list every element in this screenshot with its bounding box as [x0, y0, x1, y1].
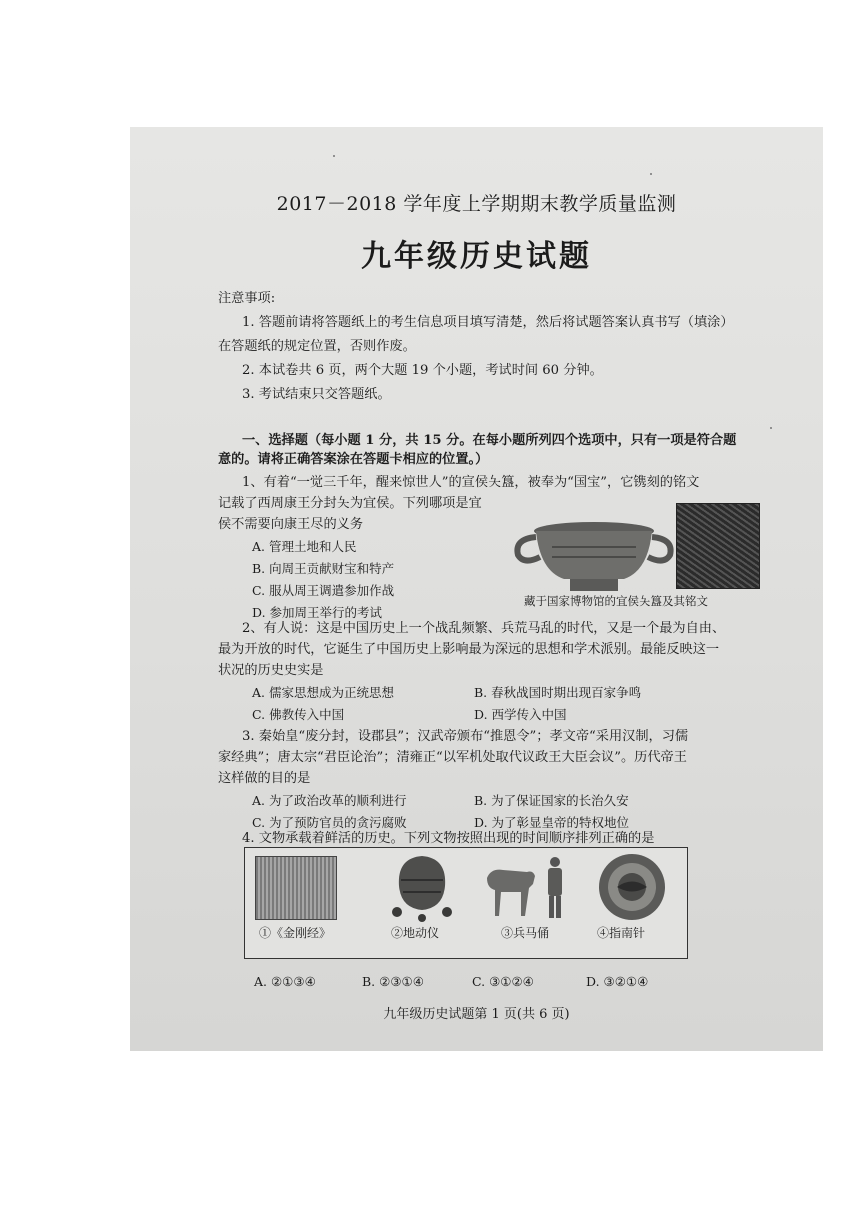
note-item-2: 2. 本试卷共 6 页，两个大题 19 个小题，考试时间 60 分钟。	[242, 363, 603, 378]
q4-option-c: C. ③①②④	[472, 974, 534, 989]
note-item-1-line-1: 1. 答题前请将答题纸上的考生信息项目填写清楚，然后将试题答案认真书写（填涂）	[242, 315, 734, 330]
q2-option-b: B. 春秋战国时期出现百家争鸣	[474, 685, 642, 700]
q2-line-3: 状况的历史史实是	[218, 663, 324, 678]
terracotta-warrior-and-horse-image	[481, 854, 573, 922]
artifact-label-compass: ④指南针	[597, 926, 646, 940]
paper-speck	[650, 173, 652, 175]
q3-line-1: 3. 秦始皇“废分封，设郡县”；汉武帝颁布“推恩令”；孝文帝“采用汉制，习儒	[242, 729, 689, 744]
compass-image	[595, 852, 669, 922]
bronze-gui-vessel-image	[512, 517, 677, 595]
seismograph-image	[385, 852, 459, 922]
page-footer: 九年级历史试题第 1 页(共 6 页)	[383, 1007, 570, 1022]
diamond-sutra-image	[255, 856, 337, 920]
q1-option-d: D. 参加周王举行的考试	[252, 605, 383, 620]
q3-line-2: 家经典”；唐太宗“君臣论治”；清雍正“以军机处取代议政王大臣会议”。历代帝王	[218, 750, 687, 765]
q3-option-a: A. 为了政治改革的顺利进行	[252, 793, 407, 808]
q3-option-b: B. 为了保证国家的长治久安	[474, 793, 629, 808]
q4-option-a: A. ②①③④	[254, 974, 316, 989]
q1-line-2: 记载了西周康王分封夨为宜侯。下列哪项是宜	[218, 496, 482, 511]
q3-option-d: D. 为了彰显皇帝的特权地位	[474, 815, 630, 830]
paper-speck	[333, 155, 335, 157]
q4-artifact-panel	[244, 847, 688, 959]
artifact-label-terracotta-army: ③兵马俑	[501, 926, 550, 940]
exam-subject-title: 九年级历史试题	[361, 239, 592, 274]
q1-image-caption: 藏于国家博物馆的宜侯夨簋及其铭文	[524, 594, 708, 608]
paper-speck	[770, 427, 772, 429]
exam-period-title: 2017－2018 学年度上学期期末教学质量监测	[276, 193, 677, 215]
q1-line-3: 侯不需要向康王尽的义务	[218, 517, 364, 532]
notes-heading: 注意事项:	[218, 291, 276, 306]
q4-option-d: D. ③②①④	[586, 974, 649, 989]
bronze-inscription-rubbing-image	[676, 503, 760, 589]
q1-option-b: B. 向周王贡献财宝和特产	[252, 561, 395, 576]
section-1-line-1: 一、选择题（每小题 1 分，共 15 分。在每小题所列四个选项中，只有一项是符合题	[242, 433, 737, 448]
q2-line-2: 最为开放的时代，它诞生了中国历史上影响最为深远的思想和学术派别。最能反映这一	[218, 642, 720, 657]
q4-option-b: B. ②③①④	[362, 974, 424, 989]
q2-option-a: A. 儒家思想成为正统思想	[252, 685, 394, 700]
note-item-3: 3. 考试结束只交答题纸。	[242, 387, 391, 402]
section-1-line-2: 意的。请将正确答案涂在答题卡相应的位置。）	[218, 452, 489, 467]
q2-option-d: D. 西学传入中国	[474, 707, 567, 722]
q1-line-1: 1、有着“一觉三千年，醒来惊世人”的宣侯夨簋，被奉为“国宝”，它镌刻的铭文	[242, 475, 700, 490]
q1-option-a: A. 管理土地和人民	[252, 539, 357, 554]
q4-line-1: 4. 文物承载着鲜活的历史。下列文物按照出现的时间顺序排列正确的是	[242, 831, 655, 846]
note-item-1-line-2: 在答题纸的规定位置，否则作废。	[218, 339, 416, 354]
exam-paper-sheet	[130, 127, 823, 1051]
q3-option-c: C. 为了预防官员的贪污腐败	[252, 815, 407, 830]
artifact-label-seismograph: ②地动仪	[391, 926, 440, 940]
artifact-label-diamond-sutra: ①《金刚经》	[259, 926, 332, 940]
q1-option-c: C. 服从周王调遣参加作战	[252, 583, 395, 598]
q2-line-1: 2、有人说：这是中国历史上一个战乱频繁、兵荒马乱的时代，又是一个最为自由、	[242, 621, 726, 636]
q3-line-3: 这样做的目的是	[218, 771, 311, 786]
q2-option-c: C. 佛教传入中国	[252, 707, 345, 722]
